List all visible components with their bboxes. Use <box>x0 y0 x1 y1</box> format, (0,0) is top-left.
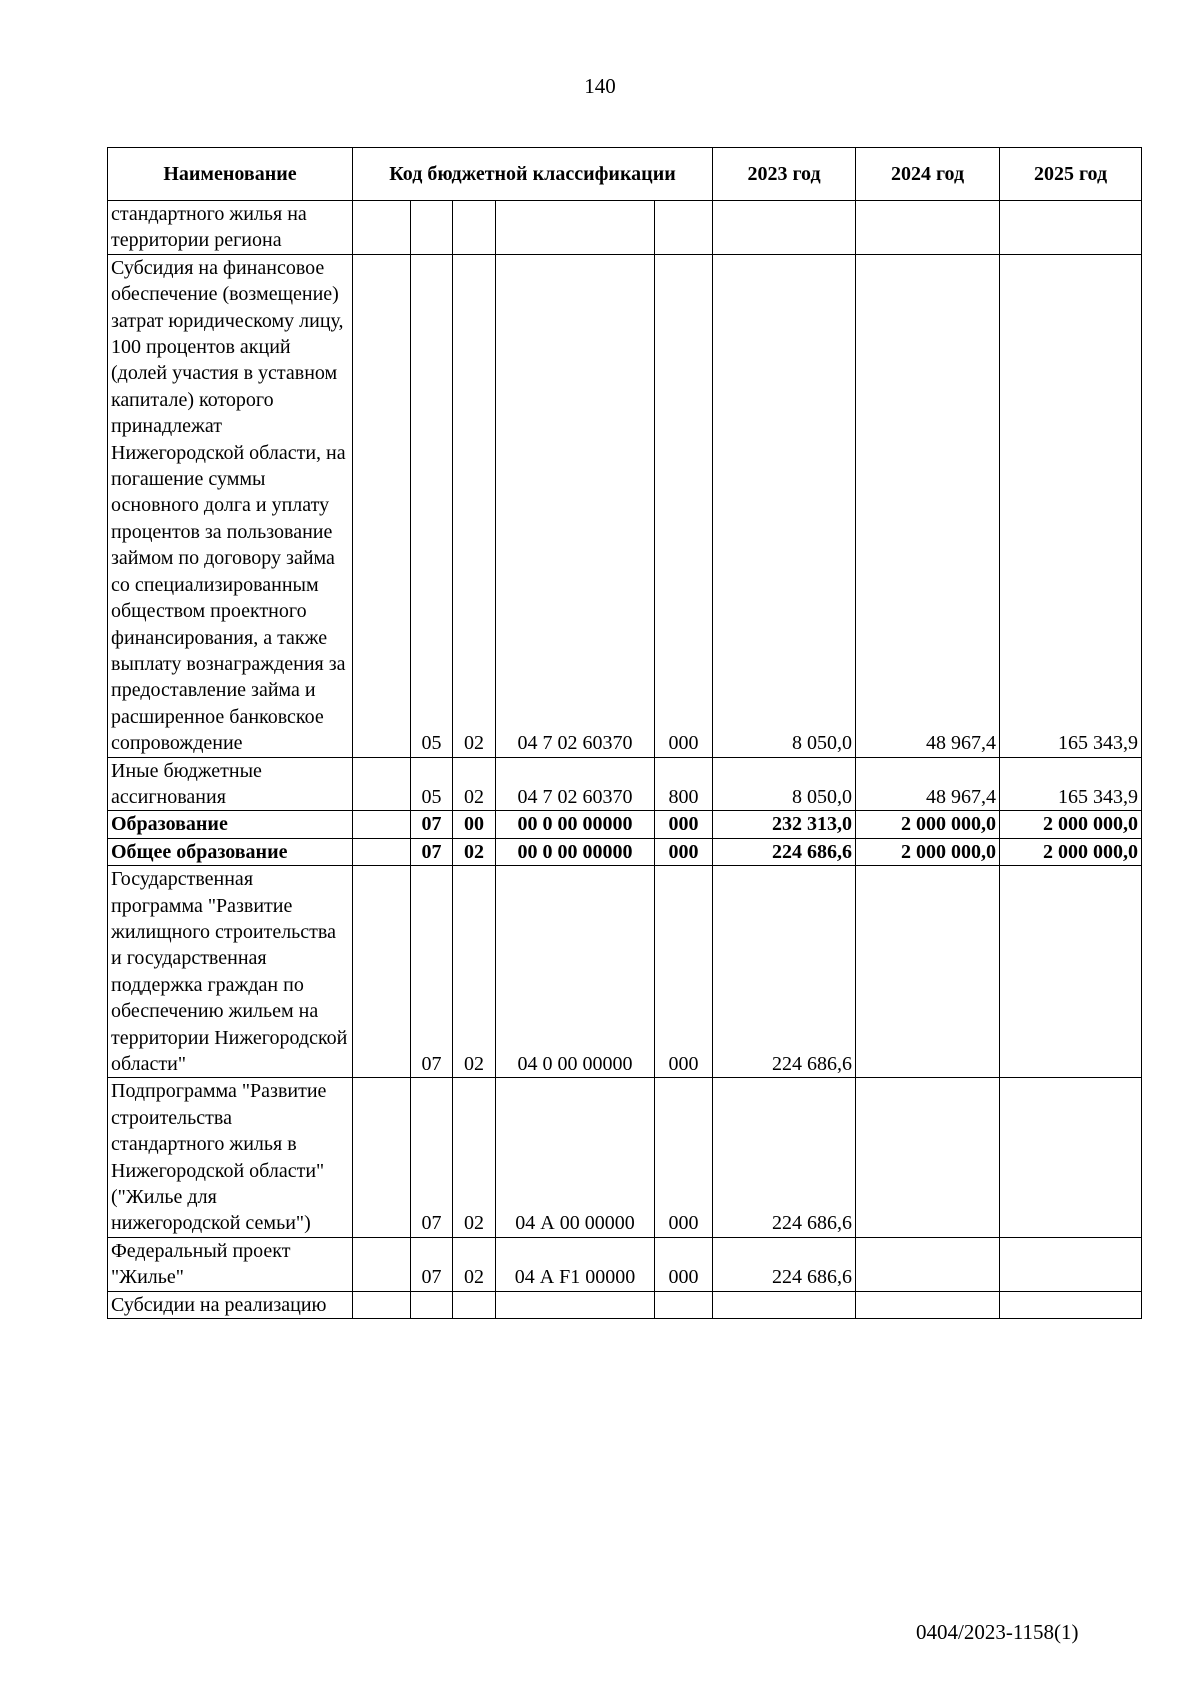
row-subsection: 02 <box>453 1078 496 1237</box>
row-section <box>411 1291 453 1318</box>
row-subsection: 02 <box>453 254 496 757</box>
table-row <box>108 866 1142 1078</box>
header-code: Код бюджетной классификации <box>353 148 713 201</box>
row-spacer <box>353 838 411 865</box>
row-section: 07 <box>411 1078 453 1237</box>
row-subsection: 02 <box>453 838 496 865</box>
document-id: 0404/2023-1158(1) <box>916 1620 1079 1644</box>
row-value-2023: 8 050,0 <box>713 757 856 811</box>
row-value-2025: 2 000 000,0 <box>1000 811 1142 838</box>
row-name: Общее образование <box>108 838 353 865</box>
table-row <box>108 757 1142 811</box>
row-target-article: 04 А 00 00000 <box>496 1078 655 1237</box>
row-target-article: 00 0 00 00000 <box>496 838 655 865</box>
row-spacer <box>353 866 411 1078</box>
row-section: 05 <box>411 757 453 811</box>
row-name: Иные бюджетные ассигнования <box>108 757 353 811</box>
row-value-2025 <box>1000 866 1142 1078</box>
row-name: Субсидии на реализацию <box>108 1291 353 1318</box>
row-value-2023: 224 686,6 <box>713 866 856 1078</box>
table-row <box>108 254 1142 757</box>
table-row <box>108 201 1142 255</box>
row-target-article <box>496 1291 655 1318</box>
row-value-2025: 165 343,9 <box>1000 757 1142 811</box>
row-expense-type <box>655 1291 713 1318</box>
row-spacer <box>353 1237 411 1291</box>
row-expense-type: 000 <box>655 1078 713 1237</box>
table-row-total <box>108 811 1142 838</box>
row-value-2024: 2 000 000,0 <box>856 811 1000 838</box>
row-value-2024: 48 967,4 <box>856 757 1000 811</box>
table-header-row <box>108 148 1142 201</box>
row-spacer <box>353 254 411 757</box>
row-spacer <box>353 1078 411 1237</box>
row-target-article: 04 0 00 00000 <box>496 866 655 1078</box>
header-2023: 2023 год <box>713 148 856 201</box>
row-subsection: 02 <box>453 1237 496 1291</box>
row-target-article <box>496 201 655 255</box>
row-name: стандартного жилья на территории региона <box>108 201 353 255</box>
row-value-2024 <box>856 866 1000 1078</box>
table-row <box>108 1237 1142 1291</box>
row-value-2024 <box>856 1291 1000 1318</box>
row-value-2024: 2 000 000,0 <box>856 838 1000 865</box>
row-spacer <box>353 1291 411 1318</box>
row-value-2023: 232 313,0 <box>713 811 856 838</box>
header-2024: 2024 год <box>856 148 1000 201</box>
row-expense-type: 000 <box>655 866 713 1078</box>
row-value-2025 <box>1000 201 1142 255</box>
row-target-article: 04 7 02 60370 <box>496 757 655 811</box>
row-name: Подпрограмма "Развитие строительства стандартного жилья в Нижегородской области" ("Жилье для нижегородской семьи") <box>108 1078 353 1237</box>
row-target-article: 04 А F1 00000 <box>496 1237 655 1291</box>
header-2025: 2025 год <box>1000 148 1142 201</box>
row-subsection: 00 <box>453 811 496 838</box>
row-value-2024 <box>856 1078 1000 1237</box>
row-spacer <box>353 811 411 838</box>
row-section: 07 <box>411 1237 453 1291</box>
table-row <box>108 1078 1142 1237</box>
header-name: Наименование <box>108 148 353 201</box>
row-section: 07 <box>411 866 453 1078</box>
row-name: Государственная программа "Развитие жилищного строительства и государственная поддержка граждан по обеспечению жильем на территории Нижегородской области" <box>108 866 353 1078</box>
row-target-article: 04 7 02 60370 <box>496 254 655 757</box>
row-section: 05 <box>411 254 453 757</box>
row-expense-type: 000 <box>655 838 713 865</box>
row-value-2023: 224 686,6 <box>713 1237 856 1291</box>
row-expense-type: 000 <box>655 811 713 838</box>
row-subsection: 02 <box>453 866 496 1078</box>
row-spacer <box>353 201 411 255</box>
row-target-article: 00 0 00 00000 <box>496 811 655 838</box>
page-number: 140 <box>584 74 616 98</box>
row-value-2023 <box>713 1291 856 1318</box>
row-subsection <box>453 201 496 255</box>
row-expense-type <box>655 201 713 255</box>
row-expense-type: 800 <box>655 757 713 811</box>
table-row <box>108 1291 1142 1318</box>
row-subsection <box>453 1291 496 1318</box>
row-name: Федеральный проект "Жилье" <box>108 1237 353 1291</box>
row-value-2024 <box>856 1237 1000 1291</box>
row-name: Субсидия на финансовое обеспечение (возмещение) затрат юридическому лицу, 100 процентов акций (долей участия в уставном капитале) которого принадлежат Нижегородской области, на погашение суммы основного долга и уплату процентов за пользование займом по договору займа со специализированным обществом проектного финансирования, а также выплату вознаграждения за предоставление займа и расширенное банковское сопровождение <box>108 254 353 757</box>
row-value-2025 <box>1000 1291 1142 1318</box>
row-section <box>411 201 453 255</box>
row-value-2024: 48 967,4 <box>856 254 1000 757</box>
row-section: 07 <box>411 811 453 838</box>
row-spacer <box>353 757 411 811</box>
row-value-2025 <box>1000 1078 1142 1237</box>
row-section: 07 <box>411 838 453 865</box>
row-value-2024 <box>856 201 1000 255</box>
table-row-total <box>108 838 1142 865</box>
row-value-2023 <box>713 201 856 255</box>
row-value-2025 <box>1000 1237 1142 1291</box>
row-value-2023: 8 050,0 <box>713 254 856 757</box>
row-value-2023: 224 686,6 <box>713 838 856 865</box>
row-value-2023: 224 686,6 <box>713 1078 856 1237</box>
row-expense-type: 000 <box>655 254 713 757</box>
row-name: Образование <box>108 811 353 838</box>
row-value-2025: 165 343,9 <box>1000 254 1142 757</box>
row-subsection: 02 <box>453 757 496 811</box>
row-expense-type: 000 <box>655 1237 713 1291</box>
budget-table <box>107 147 1142 1319</box>
row-value-2025: 2 000 000,0 <box>1000 838 1142 865</box>
